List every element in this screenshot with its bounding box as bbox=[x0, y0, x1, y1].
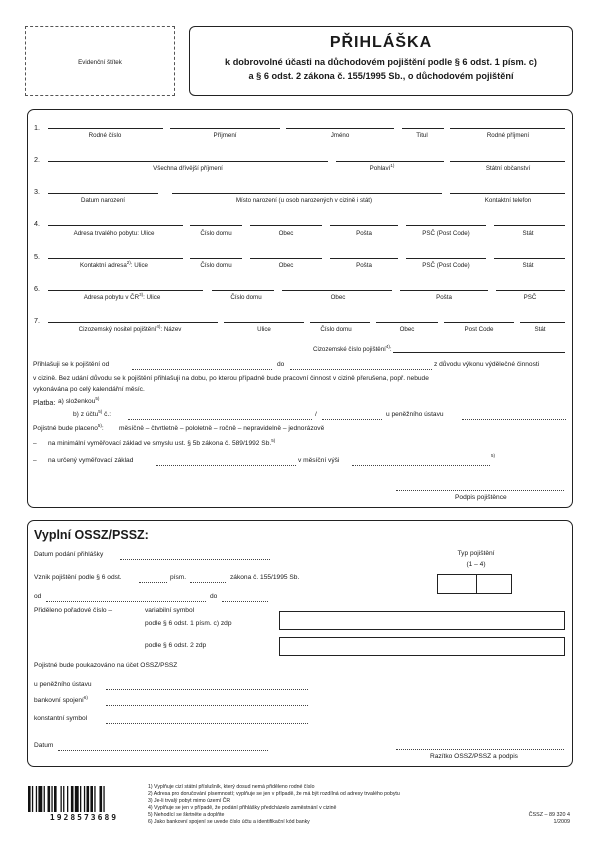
razitko-label: Razítko OSSZ/PSSZ a podpis bbox=[430, 753, 518, 760]
cizozemsky-post-code-label: Post Code bbox=[464, 326, 494, 333]
typ-pojisteni-label: Typ pojištění bbox=[457, 550, 495, 557]
pobyt-obec-label: Obec bbox=[330, 294, 346, 301]
pobyt-ulice-field[interactable] bbox=[48, 290, 203, 291]
evidencni-stitek-box bbox=[25, 26, 175, 96]
cizozemske-cislo-label: Cizozemské číslo pojištění$^{4)}$: bbox=[313, 344, 392, 354]
rodne-prijmeni-label: Rodné příjmení bbox=[486, 132, 530, 139]
drivejsi-prijmeni-label: Všechna dřívější příjmení bbox=[153, 165, 223, 172]
trvaly-cislo-domu-field[interactable] bbox=[190, 225, 242, 226]
kontaktni-stat-label: Stát bbox=[522, 262, 534, 269]
title-box bbox=[189, 26, 573, 96]
pobyt-cislo-domu-label: Číslo domu bbox=[230, 294, 262, 301]
konstantni-symbol-label: konstantní symbol bbox=[34, 715, 88, 722]
ossz-datum-label: Datum bbox=[34, 742, 54, 749]
vznik-odst-field[interactable] bbox=[139, 582, 167, 583]
footnote-3: 3) Je-li trvalý pobyt mimo území ČR bbox=[148, 798, 231, 804]
urceny-zaklad-field[interactable] bbox=[156, 465, 296, 466]
form-code: ČSSZ – 89 320 4 bbox=[528, 812, 570, 818]
kontaktni-posta-label: Pošta bbox=[356, 262, 372, 269]
prideleno-label: Přiděleno pořadové číslo – bbox=[34, 607, 113, 614]
prihlasuji-duvod-text: z důvodu výkonu výdělečné činnosti bbox=[434, 361, 540, 368]
penezni-ustav-field[interactable] bbox=[462, 419, 566, 420]
row-number: 2. bbox=[34, 155, 40, 164]
cizozemske-cislo-field[interactable] bbox=[393, 352, 565, 353]
prihlasuji-od-field[interactable] bbox=[132, 369, 272, 370]
cizozemsky-obec-field[interactable] bbox=[376, 322, 438, 323]
row-number: 3. bbox=[34, 187, 40, 196]
pobyt-posta-field[interactable] bbox=[400, 290, 488, 291]
form-title: PŘIHLÁŠKA bbox=[329, 34, 433, 51]
row-number: 4. bbox=[34, 219, 40, 228]
titul-label: Titul bbox=[416, 132, 428, 139]
titul-field[interactable] bbox=[402, 128, 444, 129]
kontaktni-cislo-domu-label: Číslo domu bbox=[200, 262, 232, 269]
statni-obcanstvi-label: Státní občanství bbox=[485, 165, 531, 172]
minimalni-zaklad-option[interactable]: na minimální vyměřovací základ ve smyslu ust. § 5b zákona č. 589/1992 Sb.$^{5)}$ bbox=[48, 438, 276, 448]
placeno-label: Pojistné bude placeno$^{5)}$: bbox=[33, 423, 104, 433]
konstantni-symbol-field[interactable] bbox=[106, 723, 308, 724]
ossz-heading: Vyplní OSSZ/PSSZ: bbox=[34, 528, 149, 542]
form-subtitle-2: a § 6 odst. 2 zákona č. 155/1995 Sb., o důchodovém pojištění bbox=[248, 71, 514, 81]
kontaktni-telefon-field[interactable] bbox=[450, 193, 565, 194]
podle-odst2-label: podle § 6 odst. 2 zdp bbox=[145, 642, 207, 649]
urceny-zaklad-option[interactable]: na určený vyměřovací základ bbox=[48, 457, 134, 464]
mesicni-vysi-label: v měsíční výši bbox=[298, 457, 340, 464]
kontaktni-telefon-label: Kontaktní telefon bbox=[484, 197, 532, 204]
kod-banky-field[interactable] bbox=[322, 419, 382, 420]
rodne-cislo-label: Rodné číslo bbox=[88, 132, 122, 139]
vznik-pism-field[interactable] bbox=[190, 582, 226, 583]
row-number: 1. bbox=[34, 123, 40, 132]
datum-narozeni-label: Datum narození bbox=[80, 197, 126, 204]
cizozemsky-stat-label: Stát bbox=[534, 326, 546, 333]
pobyt-psc-field[interactable] bbox=[496, 290, 565, 291]
pobyt-ulice-label: Adresa pobytu v ČR$^{3)}$: Ulice bbox=[83, 292, 161, 302]
variabilni-symbol-odst1-box[interactable] bbox=[279, 611, 565, 630]
trvaly-obec-field[interactable] bbox=[250, 225, 322, 226]
cizozemsky-ulice-field[interactable] bbox=[224, 322, 304, 323]
rodne-prijmeni-field[interactable] bbox=[450, 128, 565, 129]
kontaktni-obec-field[interactable] bbox=[250, 258, 322, 259]
jmeno-field[interactable] bbox=[286, 128, 394, 129]
pobyt-posta-label: Pošta bbox=[436, 294, 452, 301]
kontaktni-cislo-domu-field[interactable] bbox=[190, 258, 242, 259]
podpis-label: Podpis pojištěnce bbox=[455, 494, 507, 501]
footnote-1: 1) Vyplňuje cizí státní příslušník, který dosud nemá přiděleno rodné číslo bbox=[148, 784, 315, 790]
trvaly-ulice-label: Adresa trvalého pobytu: Ulice bbox=[73, 230, 155, 237]
trvaly-stat-label: Stát bbox=[522, 230, 534, 237]
trvaly-stat-field[interactable] bbox=[494, 225, 565, 226]
evidencni-stitek-label: Evidenční štítek bbox=[78, 59, 122, 66]
form-subtitle-1: k dobrovolné účasti na důchodovém pojištění podle § 6 odst. 1 písm. c) bbox=[225, 57, 537, 67]
prihlasuji-do-label: do bbox=[277, 361, 285, 368]
typ-pojisteni-range: (1 – 4) bbox=[466, 561, 486, 568]
row-number: 7. bbox=[34, 316, 40, 325]
trvaly-posta-field[interactable] bbox=[330, 225, 398, 226]
row-number: 6. bbox=[34, 284, 40, 293]
trvaly-cislo-domu-label: Číslo domu bbox=[200, 230, 232, 237]
footnote-4: 4) Vyplňuje se jen v případě, že podání přihlášky předcházelo zaměstnání v cizině bbox=[148, 805, 337, 811]
barcode bbox=[28, 786, 140, 812]
form-date: 1/2009 bbox=[553, 819, 570, 825]
cizozemsky-post-code-field[interactable] bbox=[444, 322, 514, 323]
misto-narozeni-field[interactable] bbox=[172, 193, 442, 194]
prijmeni-label: Příjmení bbox=[213, 132, 237, 139]
cislo-uctu-field[interactable] bbox=[128, 419, 312, 420]
prihlasuji-do-field[interactable] bbox=[290, 369, 432, 370]
variabilni-symbol-label: variabilní symbol bbox=[145, 607, 195, 614]
platba-z-uctu-option[interactable]: b) z účtu$^{5)}$ č.: bbox=[73, 409, 112, 419]
pohlavi-field[interactable] bbox=[336, 161, 444, 162]
rodne-cislo-field[interactable] bbox=[48, 128, 163, 129]
footnotes bbox=[148, 784, 400, 826]
kontaktni-ulice-field[interactable] bbox=[48, 258, 183, 259]
poukazovano-label: Pojistné bude poukazováno na účet OSSZ/PSSZ bbox=[34, 662, 178, 669]
cizozemsky-stat-field[interactable] bbox=[520, 322, 565, 323]
ossz-datum-field[interactable] bbox=[58, 750, 268, 751]
vznik-label: Vznik pojištění podle § 6 odst. bbox=[34, 574, 122, 581]
pobyt-psc-label: PSČ bbox=[523, 294, 537, 301]
jmeno-label: Jméno bbox=[330, 132, 350, 139]
mesicni-vysi-footnote: 5) bbox=[491, 453, 496, 458]
footnote-6: 6) Jako bankovní spojení se uvede číslo účtu a identifikační kód banky bbox=[148, 819, 310, 825]
cizozemsky-nazev-label: Cizozemský nositel pojištění$^{4)}$: Název bbox=[78, 324, 182, 334]
ucet-slash: / bbox=[315, 411, 317, 418]
cizozemsky-ulice-label: Ulice bbox=[257, 326, 271, 333]
pobyt-obec-field[interactable] bbox=[282, 290, 392, 291]
cizozemsky-obec-label: Obec bbox=[399, 326, 415, 333]
do-label: do bbox=[210, 593, 218, 600]
pobyt-cislo-domu-field[interactable] bbox=[212, 290, 274, 291]
placeno-options[interactable]: měsíčně – čtvrtletně – pololetně – ročně – nepravidelně – jednorázově bbox=[119, 425, 325, 432]
cizozemsky-nazev-field[interactable] bbox=[48, 322, 218, 323]
typ-pojisteni-box-2[interactable] bbox=[476, 574, 512, 594]
trvaly-ulice-field[interactable] bbox=[48, 225, 183, 226]
od-field[interactable] bbox=[46, 601, 206, 602]
barcode-bars bbox=[28, 786, 105, 812]
prihlasuji-line-3: vykonávána po celý kalendářní měsíc. bbox=[33, 386, 145, 393]
trvaly-obec-label: Obec bbox=[278, 230, 294, 237]
prihlasuji-line-2: v cizině. Bez udání důvodu se k pojištění přihlašuji na dobu, po kterou případně bude pracovní činnost v cizině přerušena, popř. nebude bbox=[33, 375, 429, 382]
trvaly-psc-field[interactable] bbox=[406, 225, 486, 226]
kontaktni-posta-field[interactable] bbox=[330, 258, 398, 259]
kontaktni-psc-label: PSČ (Post Code) bbox=[422, 262, 470, 269]
cizozemsky-cislo-domu-label: Číslo domu bbox=[320, 326, 352, 333]
statni-obcanstvi-field[interactable] bbox=[450, 161, 565, 162]
ossz-penezni-ustav-field[interactable] bbox=[106, 689, 308, 690]
variabilni-symbol-odst2-box[interactable] bbox=[279, 637, 565, 656]
prijmeni-field[interactable] bbox=[170, 128, 280, 129]
footnote-5: 5) Nehodící se škrtněte a doplňte bbox=[148, 812, 225, 818]
pism-label: písm. bbox=[170, 574, 187, 581]
bankovni-spojeni-label: bankovní spojení$^{6)}$ bbox=[34, 695, 88, 705]
footnote-2: 2) Adresa pro doručování písemností; vyplňuje se jen v případě, že má být rozdílná od adresy trvalého pobytu bbox=[148, 791, 400, 797]
dash-bullet: – bbox=[33, 440, 37, 447]
kontaktni-stat-field[interactable] bbox=[494, 258, 565, 259]
trvaly-psc-label: PSČ (Post Code) bbox=[422, 230, 470, 237]
dash-bullet: – bbox=[33, 457, 37, 464]
trvaly-posta-label: Pošta bbox=[356, 230, 372, 237]
od-label: od bbox=[34, 593, 42, 600]
misto-narozeni-label: Místo narození (u osob narozených v cizině i stát) bbox=[235, 197, 373, 204]
kontaktni-obec-label: Obec bbox=[278, 262, 294, 269]
kontaktni-psc-field[interactable] bbox=[406, 258, 486, 259]
mesicni-vysi-field[interactable] bbox=[352, 465, 490, 466]
razitko-field[interactable] bbox=[396, 749, 564, 750]
podle-odst1-label: podle § 6 odst. 1 písm. c) zdp bbox=[145, 620, 232, 627]
do-field[interactable] bbox=[222, 601, 268, 602]
ossz-penezni-ustav-label: u peněžního ústavu bbox=[34, 681, 92, 688]
kontaktni-ulice-label: Kontaktní adresa$^{2)}$: Ulice bbox=[80, 260, 148, 270]
datum-podani-label: Datum podání přihlášky bbox=[34, 551, 104, 558]
pohlavi-label: Pohlaví$^{1)}$ bbox=[369, 163, 395, 173]
typ-pojisteni-box-1[interactable] bbox=[437, 574, 477, 594]
drivejsi-prijmeni-field[interactable] bbox=[48, 161, 328, 162]
zakona-label: zákona č. 155/1995 Sb. bbox=[230, 574, 300, 581]
barcode-number: 1928573689 bbox=[49, 813, 119, 822]
bankovni-spojeni-field[interactable] bbox=[106, 705, 308, 706]
penezni-ustav-label: u peněžního ústavu bbox=[386, 411, 444, 418]
row-number: 5. bbox=[34, 252, 40, 261]
podpis-field[interactable] bbox=[396, 490, 564, 491]
cizozemsky-cislo-domu-field[interactable] bbox=[310, 322, 370, 323]
platba-label: Platba: bbox=[33, 398, 56, 407]
datum-narozeni-field[interactable] bbox=[48, 193, 158, 194]
datum-podani-field[interactable] bbox=[120, 559, 270, 560]
prihlasuji-od-label: Přihlašuji se k pojištění od bbox=[33, 361, 110, 368]
platba-slozenkou-option[interactable]: a) složenkou$^{5)}$ bbox=[58, 396, 100, 406]
